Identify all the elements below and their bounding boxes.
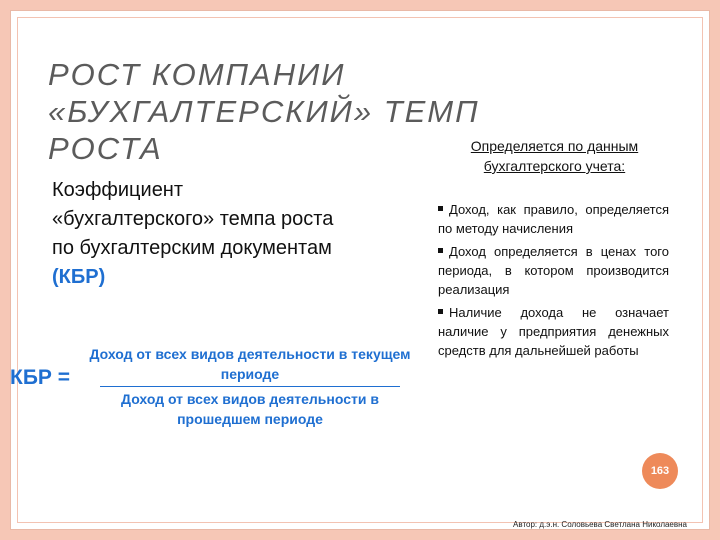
formula-denominator: Доход от всех видов деятельности в прошедшем периоде: [121, 391, 379, 427]
bullet-text: Доход, как правило, определяется по методу начисления: [438, 202, 669, 236]
bullet-item: [438, 242, 669, 299]
bullet-list: [438, 200, 669, 364]
coefficient-description: [52, 176, 337, 292]
bullet-text: Доход определяется в ценах того периода, в котором производится реализация: [438, 244, 669, 297]
formula-label: КБР =: [10, 366, 71, 389]
bullet-item: [438, 303, 669, 360]
formula-numerator: Доход от всех видов деятельности в текущем периоде: [89, 346, 411, 382]
page-number-badge: [642, 453, 678, 489]
coefficient-text: Коэффициент «бухгалтерского» темпа роста по бухгалтерским документам: [52, 179, 334, 259]
bullet-square-icon: [438, 248, 443, 253]
page-number: 163: [650, 465, 670, 477]
slide-title: РОСТ КОМПАНИИ «БУХГАЛТЕРСКИЙ» ТЕМП РОСТА: [48, 57, 480, 166]
right-heading: Определяется по данным бухгалтерского учета:: [470, 138, 639, 174]
coefficient-abbreviation: (КБР): [52, 266, 106, 288]
bullet-square-icon: [438, 309, 443, 314]
formula-fraction: [80, 344, 420, 429]
bullet-text: Наличие дохода не означает наличие у предприятия денежных средств для дальнейшей работы: [438, 305, 669, 358]
bullet-item: [438, 200, 669, 238]
bullet-square-icon: [438, 206, 443, 211]
author-credit: Автор: д.э.н. Соловьева Светлана Николаевна: [513, 520, 687, 529]
